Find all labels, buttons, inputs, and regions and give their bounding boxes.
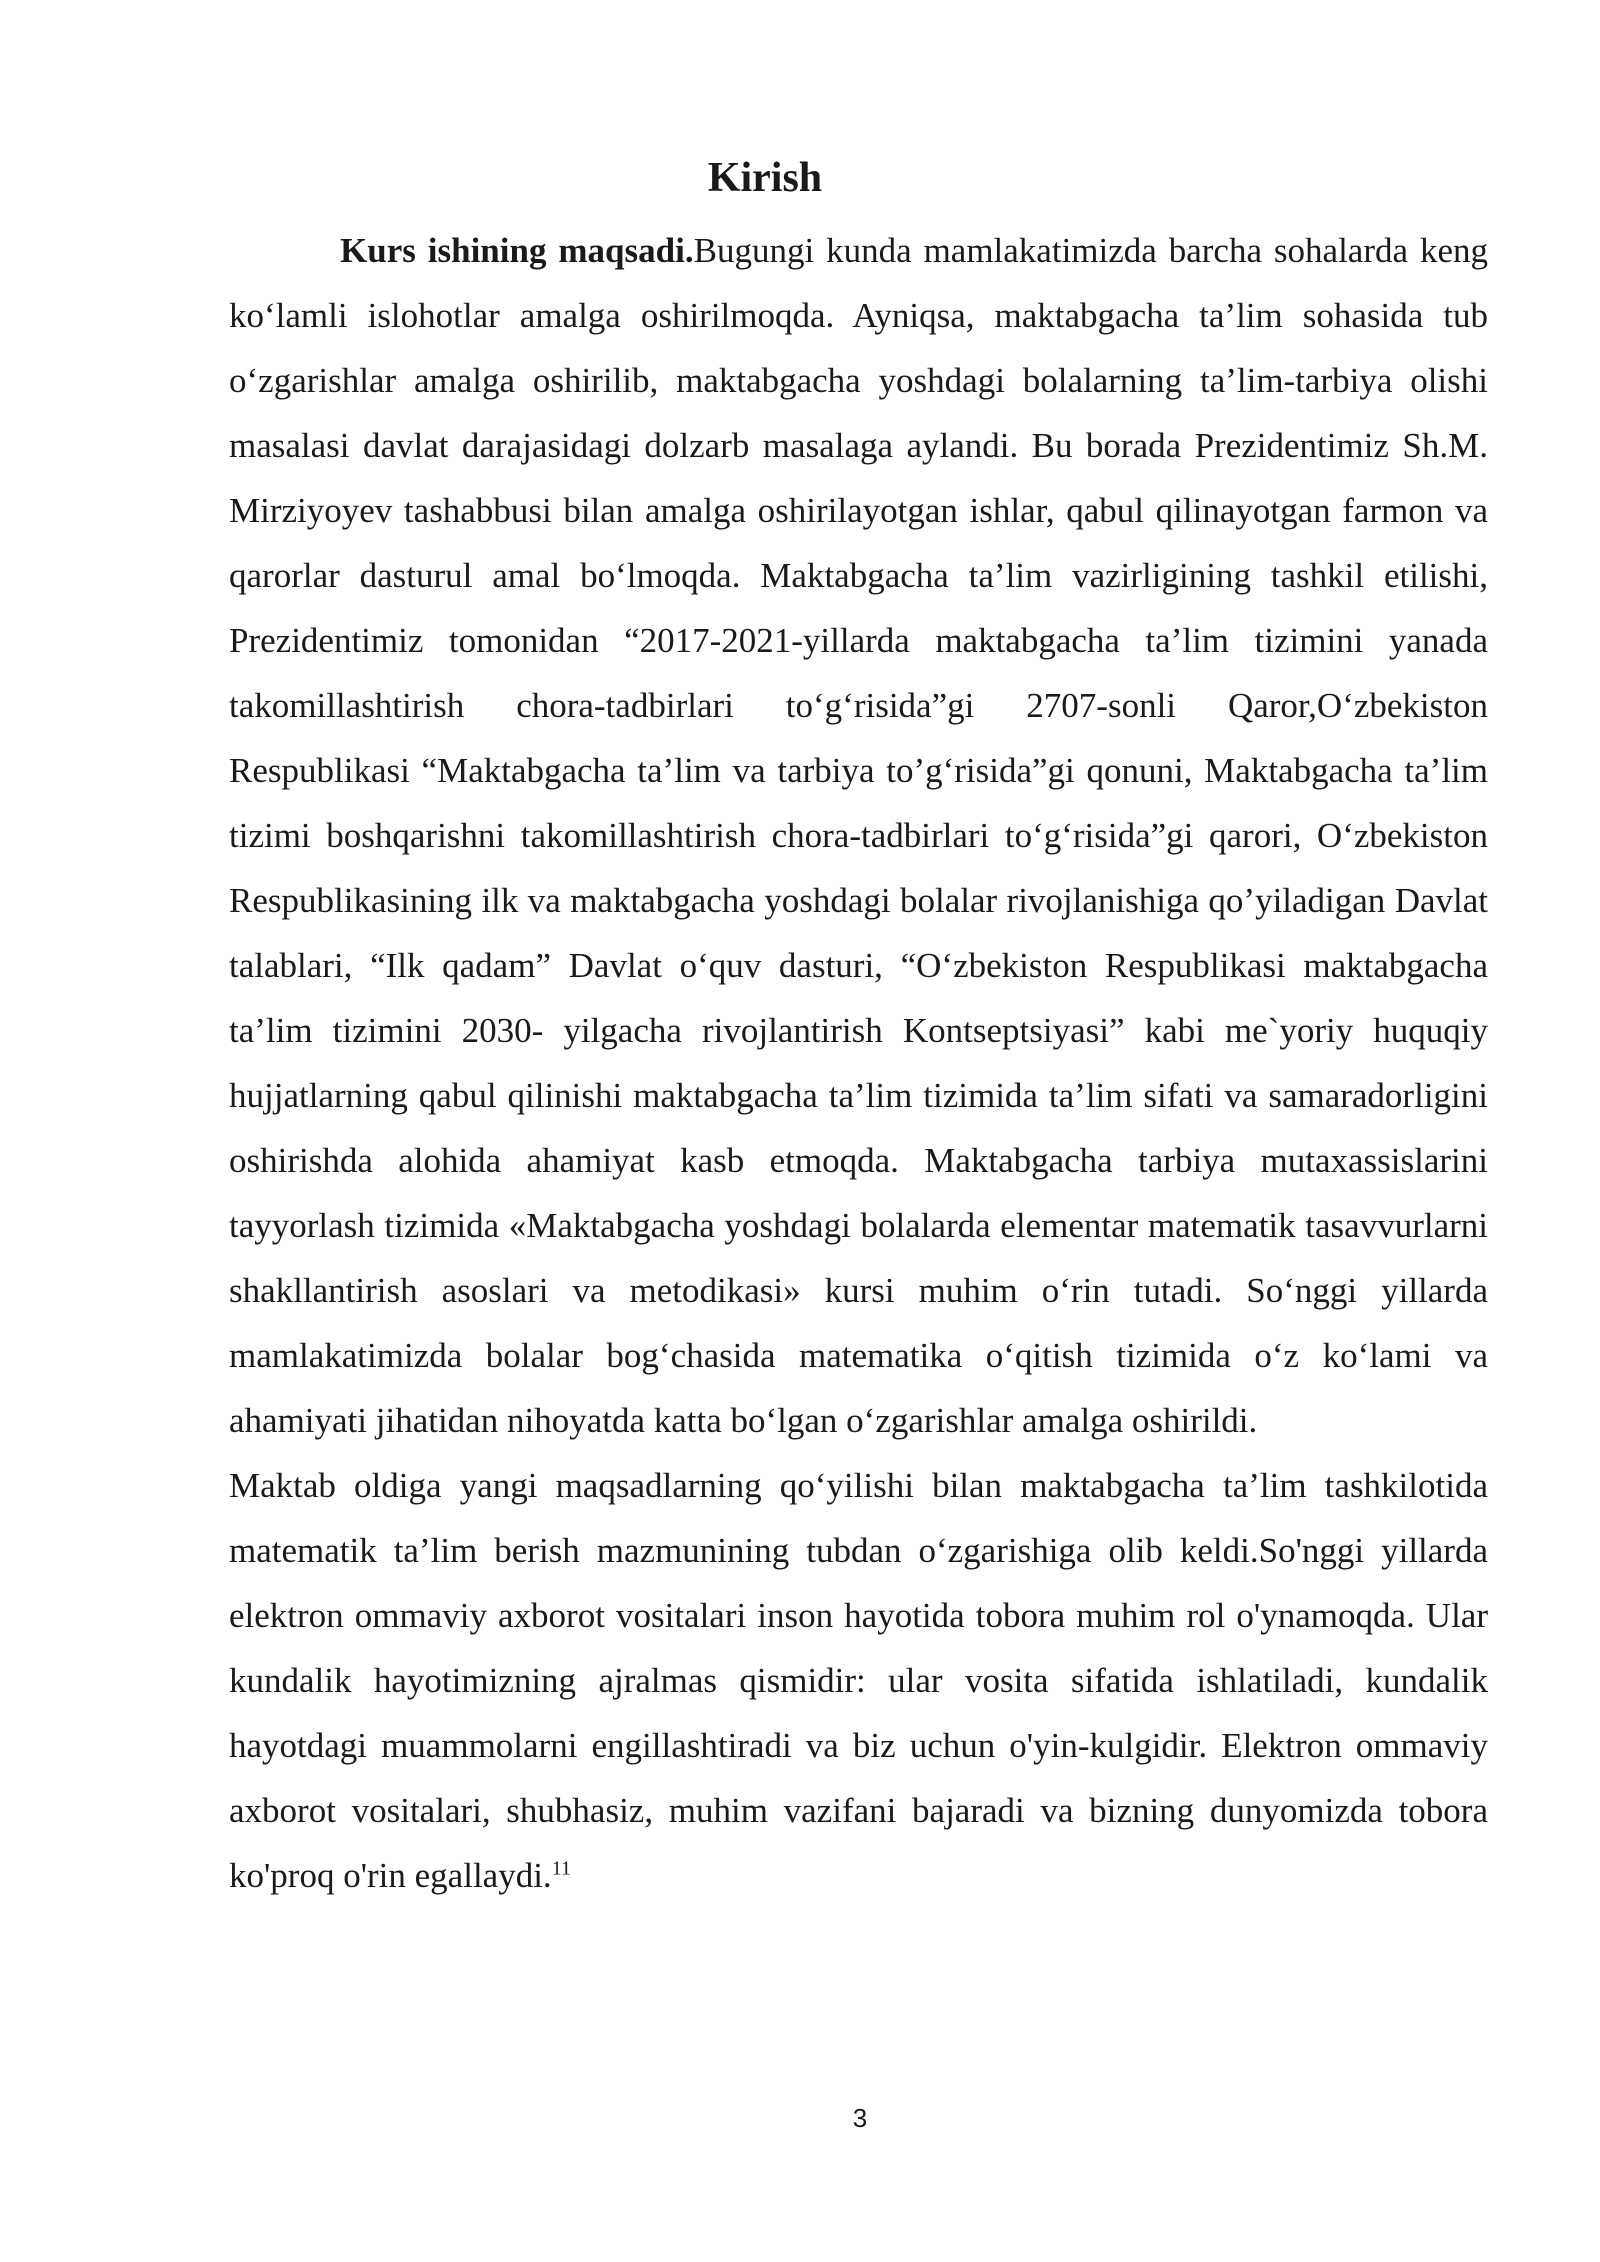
- footnote-reference[interactable]: 11: [551, 1857, 571, 1880]
- page-number: 3: [852, 2103, 868, 2133]
- paragraph-1: [229, 218, 1488, 1453]
- paragraph-2: [229, 1453, 1488, 1908]
- paragraph-1-text: Bugungi kunda mamlakatimizda barcha sohalarda keng ko‘lamli islohotlar amalga oshirilmoqda. Ayniqsa, maktabgacha ta’lim sohasida tub o‘zgarishlar amalga oshirilib, maktabgacha yoshdagi bolalarning ta’lim-tarbiya olishi masalasi davlat darajasidagi dolzarb masalaga aylandi. Bu borada Prezidentimiz Sh.M. Mirziyoyev tashabbusi bilan amalga oshirilayotgan ishlar, qabul qilinayotgan farmon va qarorlar dasturul amal bo‘lmoqda. Maktabgacha ta’lim vazirligining tashkil etilishi, Prezidentimiz tomonidan “2017-2021-yillarda maktabgacha ta’lim tizimini yanada takomillashtirish chora-tadbirlari to‘g‘risida”gi 2707-sonli Qaror,O‘zbekiston Respublikasi “Maktabgacha ta’lim va tarbiya to’g‘risida”gi qonuni, Maktabgacha ta’lim tizimi boshqarishni takomillashtirish chora-tadbirlari to‘g‘risida”gi qarori, O‘zbekiston Respublikasining ilk va maktabgacha yoshdagi bolalar rivojlanishiga qo’yiladigan Davlat talablari, “Ilk qadam” Davlat o‘quv dasturi, “O‘zbekiston Respublikasi maktabgacha ta’lim tizimini 2030- yilgacha rivojlantirish Kontseptsiyasi” kabi me`yoriy huquqiy hujjatlarning qabul qilinishi maktabgacha ta’lim tizimida ta’lim sifati va samaradorligini oshirishda alohida ahamiyat kasb etmoqda. Maktabgacha tarbiya mutaxassislarini tayyorlash tizimida «Maktabgacha yoshdagi bolalarda elementar matematik tasavvurlarni shakllantirish asoslari va metodikasi» kursi muhim o‘rin tutadi. So‘nggi yillarda mamlakatimizda bolalar bog‘chasida matematika o‘qitish tizimida o‘z ko‘lami va ahamiyati jihatidan nihoyatda katta bo‘lgan o‘zgarishlar amalga oshirildi.: [229, 231, 1489, 1440]
- paragraph-2-text: Maktab oldiga yangi maqsadlarning qo‘yilishi bilan maktabgacha ta’lim tashkilotida matematik ta’lim berish mazmunining tubdan o‘zgarishiga olib keldi.So'nggi yillarda elektron ommaviy axborot vositalari inson hayotida tobora muhim rol o'ynamoqda. Ular kundalik hayotimizning ajralmas qismidir: ular vosita sifatida ishlatiladi, kundalik hayotdagi muammolarni engillashtiradi va biz uchun o'yin-kulgidir. Elektron ommaviy axborot vositalari, shubhasiz, muhim vazifani bajaradi va bizning dunyomizda tobora ko'proq o'rin egallaydi.: [229, 1466, 1488, 1895]
- body-text: [229, 218, 1488, 1908]
- page-title: Kirish: [707, 155, 823, 201]
- paragraph-lead: Kurs ishining maqsadi.: [340, 231, 694, 270]
